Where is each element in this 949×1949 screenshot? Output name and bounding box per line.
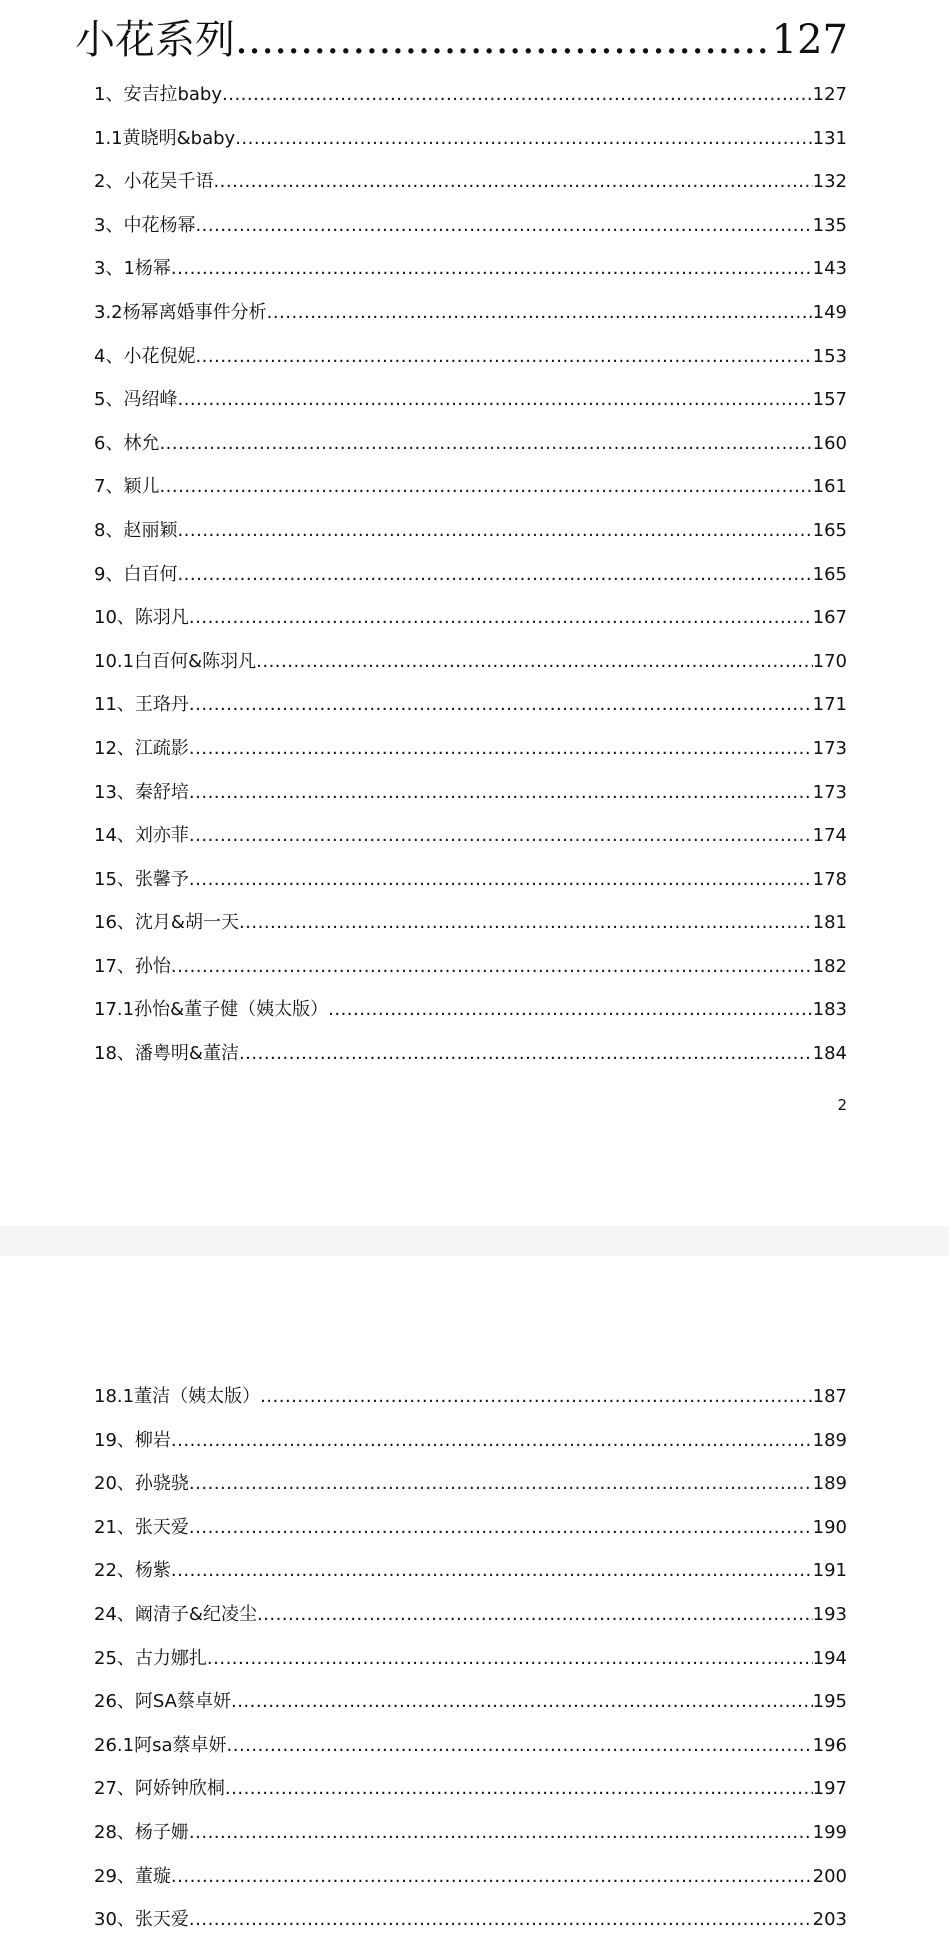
- toc-entry-label: 20、孙骁骁: [94, 1473, 189, 1495]
- toc-entry-page-number: 191: [812, 1560, 847, 1582]
- toc-entry-page-number: 170: [812, 650, 847, 672]
- toc-entry[interactable]: [94, 1774, 847, 1818]
- toc-entry-label: 27、阿娇钟欣桐: [94, 1778, 225, 1800]
- toc-entry-leader: [257, 1604, 813, 1625]
- toc-entry[interactable]: [94, 1600, 847, 1644]
- toc-entry-page-number: 178: [812, 868, 847, 890]
- toc-entry-label: 15、张馨予: [94, 868, 189, 890]
- toc-entry[interactable]: [94, 1687, 847, 1731]
- toc-entry-leader: [171, 1560, 813, 1581]
- toc-entry-leader: [159, 476, 812, 497]
- toc-entry-label: 26.1阿sa蔡卓妍: [94, 1734, 227, 1756]
- toc-entry-label: 17、孙怡: [94, 955, 171, 977]
- toc-entry-leader: [189, 1517, 813, 1538]
- toc-entry-label: 9、白百何: [94, 563, 178, 585]
- toc-entry-leader: [189, 869, 813, 890]
- toc-list-page-1: [94, 80, 847, 1083]
- toc-entry-label: 17.1孙怡&董子健（姨太版）: [94, 999, 329, 1021]
- toc-entry-label: 8、赵丽颖: [94, 519, 178, 541]
- toc-entry-page-number: 132: [812, 171, 847, 193]
- toc-entry-label: 18.1董洁（姨太版）: [94, 1386, 261, 1407]
- toc-entry-leader: [267, 302, 813, 323]
- toc-entry-page-number: 173: [812, 737, 847, 759]
- toc-entry-leader: [213, 171, 812, 192]
- toc-entry-label: 16、沈月&胡一天: [94, 912, 239, 934]
- toc-entry-label: 7、颖儿: [94, 476, 160, 498]
- toc-entry-leader: [235, 128, 812, 149]
- toc-entry-page-number: 197: [812, 1778, 847, 1800]
- toc-entry-page-number: 160: [812, 432, 847, 454]
- toc-entry-page-number: 184: [812, 1043, 847, 1065]
- toc-entry[interactable]: [94, 865, 847, 909]
- toc-entry-page-number: 189: [812, 1473, 847, 1495]
- toc-entry-page-number: 183: [812, 999, 847, 1021]
- toc-entry-page-number: 135: [812, 214, 847, 236]
- toc-entry-leader: [189, 782, 813, 803]
- toc-entry[interactable]: [94, 167, 847, 211]
- toc-entry[interactable]: [94, 1513, 847, 1557]
- toc-entry[interactable]: [94, 429, 847, 473]
- toc-entry-page-number: 190: [812, 1516, 847, 1538]
- toc-entry-label: 13、秦舒培: [94, 781, 189, 803]
- toc-entry-label: 29、董璇: [94, 1865, 171, 1887]
- toc-heading-title: 小花系列: [75, 17, 235, 63]
- toc-entry-label: 1.1黄晓明&baby: [94, 127, 236, 149]
- toc-entry-label: 28、杨子姗: [94, 1821, 189, 1843]
- toc-entry-leader: [171, 956, 813, 977]
- toc-entry-label: 3、1杨幂: [94, 258, 171, 280]
- toc-entry[interactable]: [94, 995, 847, 1039]
- page-number-footer: 2: [837, 1096, 847, 1114]
- toc-entry-label: 21、张天爱: [94, 1516, 189, 1538]
- toc-entry-label: 3、中花杨幂: [94, 214, 196, 236]
- toc-entry[interactable]: [94, 1382, 847, 1426]
- toc-entry-leader: [195, 346, 812, 367]
- toc-entry-page-number: 143: [812, 258, 847, 280]
- toc-entry-label: 19、柳岩: [94, 1429, 171, 1451]
- toc-entry-leader: [195, 215, 812, 236]
- toc-entry[interactable]: [94, 1905, 847, 1949]
- toc-entry-leader: [159, 433, 812, 454]
- toc-entry-leader: [239, 912, 813, 933]
- toc-entry-page-number: 173: [812, 781, 847, 803]
- toc-entry[interactable]: [94, 1731, 847, 1775]
- toc-entry-label: 25、古力娜扎: [94, 1647, 207, 1669]
- toc-entry-page-number: 127: [812, 84, 847, 105]
- toc-entry-label: 6、林允: [94, 432, 160, 454]
- toc-entry[interactable]: [94, 908, 847, 952]
- toc-entry-page-number: 167: [812, 607, 847, 629]
- toc-entry[interactable]: [94, 1556, 847, 1600]
- toc-entry-leader: [189, 1822, 813, 1843]
- toc-entry[interactable]: [94, 690, 847, 734]
- toc-entry-page-number: 161: [812, 476, 847, 498]
- toc-entry-label: 24、阚清子&纪凌尘: [94, 1603, 257, 1625]
- toc-entry-leader: [189, 1909, 813, 1930]
- toc-entry[interactable]: [94, 298, 847, 342]
- toc-entry[interactable]: [94, 1644, 847, 1688]
- toc-entry-page-number: 196: [812, 1734, 847, 1756]
- toc-entry-label: 11、王珞丹: [94, 694, 189, 716]
- toc-entry[interactable]: [94, 952, 847, 996]
- toc-entry[interactable]: [94, 516, 847, 560]
- toc-entry-label: 18、潘粤明&董洁: [94, 1043, 239, 1065]
- toc-entry[interactable]: [94, 647, 847, 691]
- toc-entry-label: 26、阿SA蔡卓妍: [94, 1691, 231, 1713]
- toc-entry-page-number: 181: [812, 912, 847, 934]
- toc-entry-page-number: 194: [812, 1647, 847, 1669]
- toc-entry[interactable]: [94, 124, 847, 168]
- toc-entry-page-number: 131: [812, 127, 847, 149]
- toc-entry[interactable]: [94, 1469, 847, 1513]
- toc-entry[interactable]: [94, 254, 847, 298]
- toc-entry[interactable]: [94, 1818, 847, 1862]
- toc-heading[interactable]: [75, 8, 848, 68]
- toc-entry-label: 5、冯绍峰: [94, 389, 178, 411]
- toc-entry-page-number: 165: [812, 519, 847, 541]
- toc-entry-label: 4、小花倪妮: [94, 345, 196, 367]
- toc-entry-leader: [225, 1778, 813, 1799]
- toc-heading-page-number: 127: [771, 17, 848, 63]
- toc-entry-label: 3.2杨幂离婚事件分析: [94, 301, 267, 323]
- toc-entry[interactable]: [94, 1426, 847, 1470]
- toc-entry-leader: [328, 999, 813, 1020]
- toc-entry-page-number: 193: [812, 1603, 847, 1625]
- toc-entry-page-number: 200: [812, 1865, 847, 1887]
- toc-entry-label: 2、小花吴千语: [94, 171, 214, 193]
- toc-entry-page-number: 195: [812, 1691, 847, 1713]
- toc-entry[interactable]: [94, 472, 847, 516]
- toc-list-page-2: [94, 1382, 847, 1949]
- toc-entry[interactable]: [94, 1039, 847, 1083]
- toc-entry-leader: [207, 1648, 813, 1669]
- toc-entry-page-number: 174: [812, 825, 847, 847]
- toc-entry-leader: [171, 1430, 813, 1451]
- toc-entry-page-number: 165: [812, 563, 847, 585]
- toc-entry-label: 1、安吉拉baby: [94, 84, 222, 105]
- toc-entry-leader: [189, 1473, 813, 1494]
- toc-entry-leader: [231, 1691, 813, 1712]
- toc-entry[interactable]: [94, 385, 847, 429]
- toc-entry-leader: [171, 258, 813, 279]
- toc-entry[interactable]: [94, 1862, 847, 1906]
- toc-entry-leader: [227, 1735, 813, 1756]
- toc-entry-leader: [239, 1043, 813, 1064]
- toc-entry-page-number: 199: [812, 1821, 847, 1843]
- toc-entry-leader: [256, 651, 813, 672]
- toc-entry-leader: [189, 607, 813, 628]
- toc-heading-leader: [235, 15, 772, 63]
- toc-entry-leader: [177, 564, 812, 585]
- toc-entry[interactable]: [94, 342, 847, 386]
- toc-entry[interactable]: [94, 211, 847, 255]
- toc-entry-label: 10、陈羽凡: [94, 607, 189, 629]
- toc-entry-leader: [222, 84, 813, 105]
- toc-entry-page-number: 153: [812, 345, 847, 367]
- toc-entry[interactable]: [94, 80, 847, 124]
- toc-entry[interactable]: [94, 603, 847, 647]
- toc-entry[interactable]: [94, 734, 847, 778]
- toc-entry-page-number: 182: [812, 955, 847, 977]
- toc-entry-page-number: 171: [812, 694, 847, 716]
- toc-entry-label: 22、杨紫: [94, 1560, 171, 1582]
- toc-entry-label: 12、江疏影: [94, 737, 189, 759]
- toc-entry-page-number: 203: [812, 1909, 847, 1931]
- toc-entry-label: 14、刘亦菲: [94, 825, 189, 847]
- toc-entry-label: 10.1白百何&陈羽凡: [94, 650, 257, 672]
- toc-entry-leader: [189, 694, 813, 715]
- toc-entry-leader: [177, 520, 812, 541]
- toc-entry[interactable]: [94, 778, 847, 822]
- document-page-2: [0, 1256, 949, 1947]
- toc-entry[interactable]: [94, 560, 847, 604]
- toc-entry[interactable]: [94, 821, 847, 865]
- toc-entry-page-number: 187: [812, 1386, 847, 1407]
- toc-entry-page-number: 189: [812, 1429, 847, 1451]
- page-separator: [0, 1226, 949, 1256]
- toc-entry-leader: [260, 1386, 813, 1407]
- toc-entry-leader: [189, 825, 813, 846]
- toc-entry-label: 30、张天爱: [94, 1909, 189, 1931]
- toc-entry-page-number: 149: [812, 301, 847, 323]
- toc-entry-leader: [189, 738, 813, 759]
- toc-entry-leader: [177, 389, 812, 410]
- toc-entry-leader: [171, 1866, 813, 1887]
- toc-entry-page-number: 157: [812, 389, 847, 411]
